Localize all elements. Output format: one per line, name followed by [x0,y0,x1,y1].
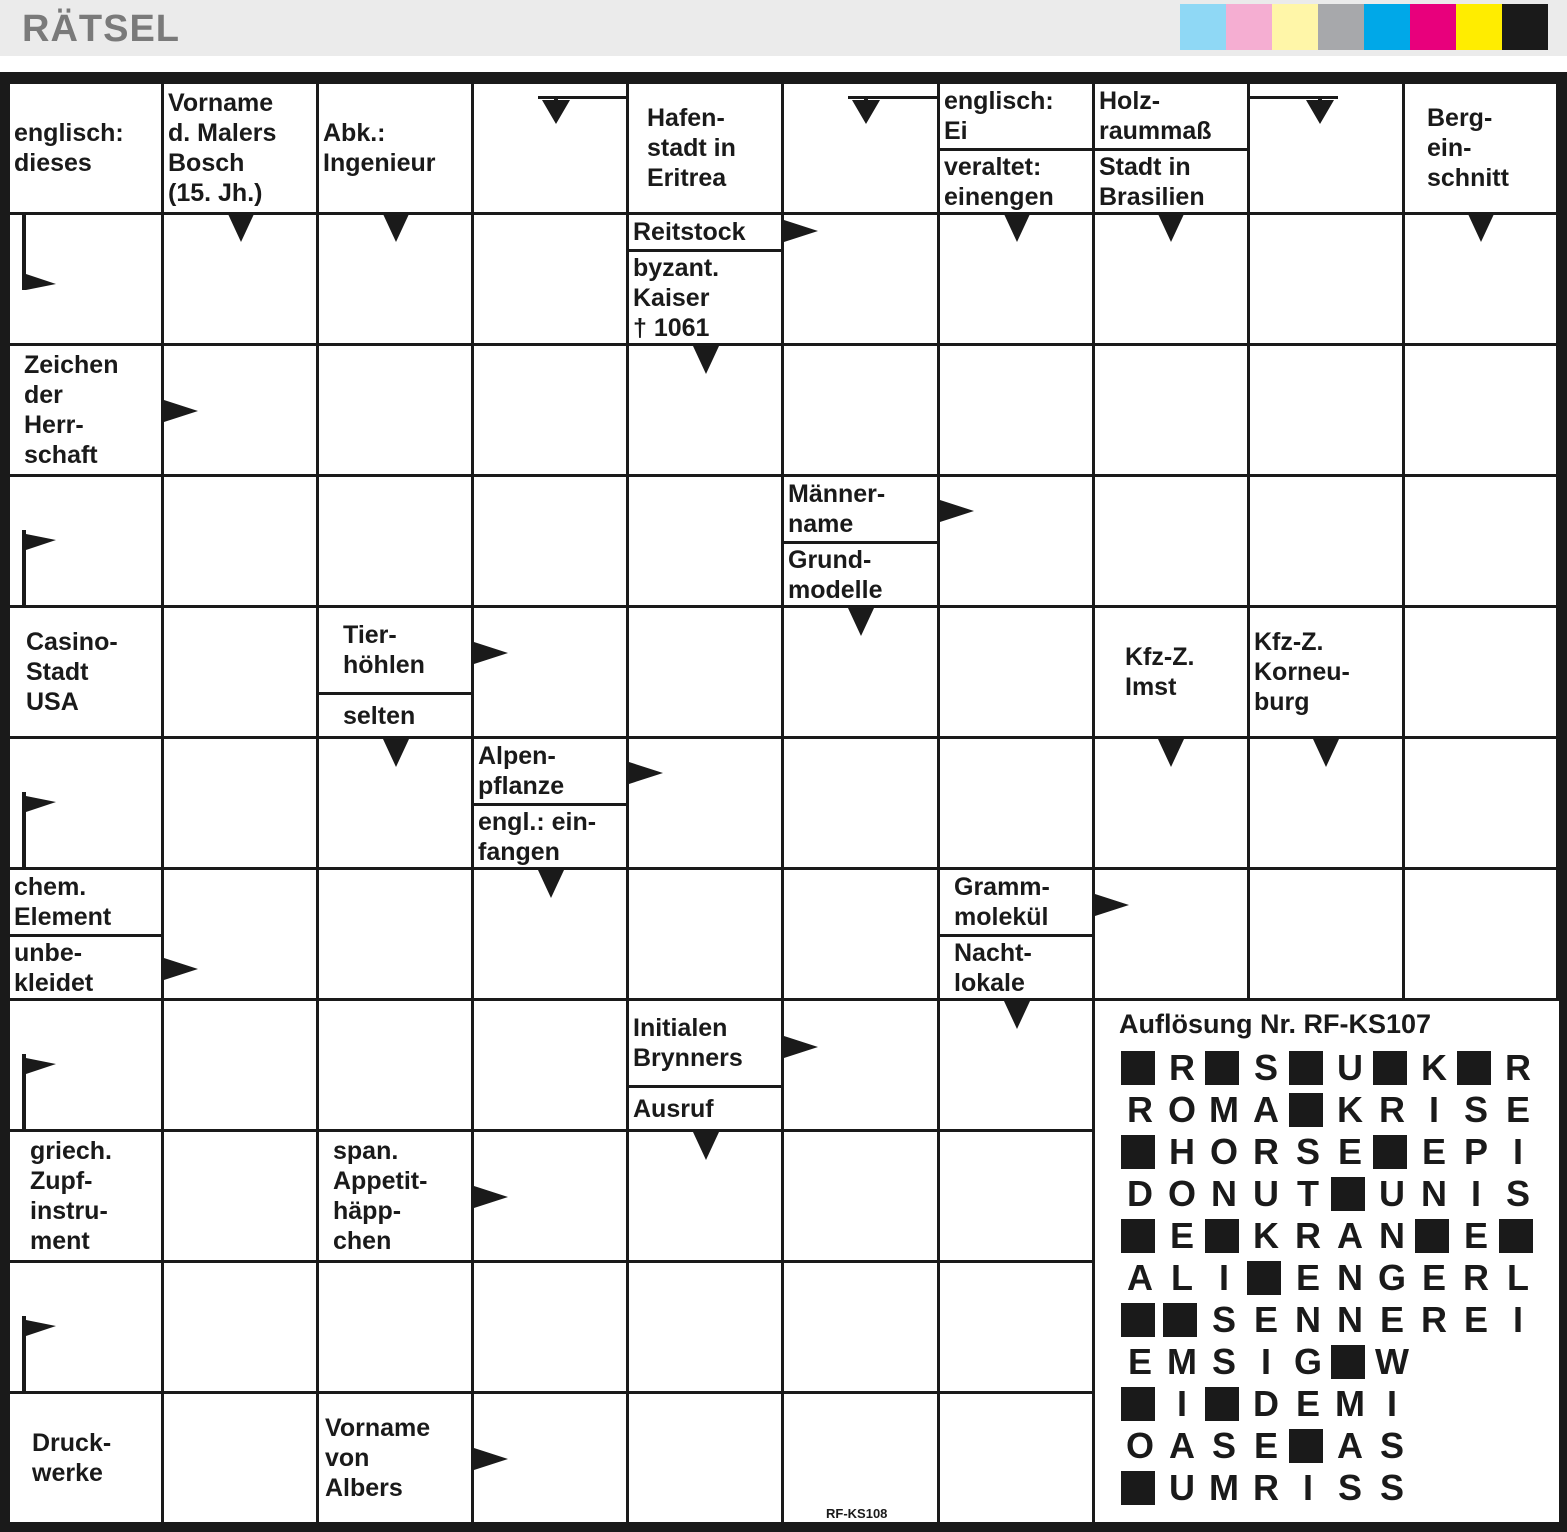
grid-cell[interactable] [1405,477,1556,605]
solution-letter: R [1253,1131,1279,1172]
clue-line: d. Malers [168,119,277,147]
solution-letter: L [1507,1257,1529,1298]
clue-line: USA [26,688,79,716]
arrow-right-icon [164,958,198,980]
solution-black-square [1121,1387,1155,1421]
solution-letter: R [1253,1467,1279,1508]
grid-cell[interactable] [784,346,937,474]
solution-letter: M [1209,1467,1239,1508]
clue-line: stadt in [647,134,736,162]
grid-cell[interactable] [940,1263,1092,1391]
clue-line: Grund- [788,545,872,574]
clue-line: englisch: [944,87,1054,115]
clue-veraltet-einengen [940,151,1092,212]
clue-line: schnitt [1427,164,1509,192]
grid-cell[interactable] [784,1394,937,1522]
clue-vorname-albers [319,1394,471,1522]
arrow-down-icon [383,739,409,767]
clue-line: höhlen [343,651,425,679]
solution-black-square [1121,1219,1155,1253]
clue-line: kleidet [14,968,94,997]
clue-line: Kfz-Z. [1125,643,1195,671]
solution-letter: R [1169,1047,1195,1088]
solution-letter: I [1386,1383,1397,1424]
grid-cell[interactable] [629,608,781,736]
grid-cell[interactable] [164,1001,316,1129]
solution-letter: O [1125,1425,1154,1466]
clue-ausruf [629,1088,781,1129]
arrow-right-icon [784,220,818,242]
clue-griech-zupfinstrument [10,1132,161,1260]
clue-line: byzant. [633,253,720,282]
arrow-bend-right-icon [22,214,56,290]
grid-cell[interactable] [940,477,1092,605]
arrow-down-icon [1313,739,1339,767]
clue-line: Imst [1125,673,1177,701]
puzzle-code: RF-KS108 [826,1506,888,1521]
solution-letter: R [1127,1089,1153,1130]
grid-cell[interactable] [1405,346,1556,474]
color-swatch [1272,4,1318,50]
clue-byzant-kaiser [629,252,781,343]
grid-cell[interactable] [940,1394,1092,1522]
solution-letter: D [1253,1383,1279,1424]
solution-letter: E [1505,1089,1530,1130]
solution-letter: I [1470,1173,1481,1214]
arrow-right-icon [164,400,198,422]
solution-letter: K [1421,1047,1447,1088]
clue-grammmolekuel [940,870,1092,934]
clue-vorname-malers [164,84,316,212]
clue-line: englisch: [14,119,124,147]
solution-letter: W [1375,1341,1409,1382]
grid-cell[interactable] [940,608,1092,736]
clue-line: modelle [788,575,883,604]
grid-cell[interactable] [784,870,937,998]
solution-letter: E [1253,1299,1278,1340]
clue-bergeinschnitt [1405,84,1556,212]
grid-cell[interactable] [319,870,471,998]
clue-line: Casino- [26,628,118,656]
grid-cell[interactable] [164,739,316,867]
grid-cell[interactable] [319,477,471,605]
clue-line: Alpen- [478,742,556,770]
solution-letter: I [1176,1383,1187,1424]
color-swatch [1180,4,1226,50]
solution-black-square [1457,1051,1491,1085]
grid-cell[interactable] [474,1001,626,1129]
solution-letter: I [1428,1089,1439,1130]
grid-cell[interactable] [164,477,316,605]
solution-letter: M [1335,1383,1365,1424]
clue-line: Ausruf [633,1094,714,1123]
solution-black-square [1373,1135,1407,1169]
clue-line: Appetit- [333,1167,428,1195]
solution-black-square [1499,1219,1533,1253]
solution-letter: H [1169,1131,1195,1172]
clue-initialen-brynners [629,1001,781,1085]
puzzle-title: RÄTSEL [22,8,180,50]
grid-cell[interactable] [1405,739,1556,867]
clue-line: ment [30,1227,90,1255]
clue-line: ein- [1427,134,1472,162]
clue-line: pflanze [478,772,565,800]
solution-letter: L [1171,1257,1193,1298]
grid-cells [0,72,1567,1532]
solution-letter: E [1463,1215,1488,1256]
grid-cell[interactable] [1405,608,1556,736]
solution-letter: S [1295,1131,1320,1172]
clue-line: Druck- [32,1429,112,1457]
solution-letter: E [1463,1299,1488,1340]
clue-holzraummass [1095,84,1247,148]
arrow-up-right-icon [22,1054,56,1130]
clue-line: Abk.: [323,119,386,147]
color-swatch [1456,4,1502,50]
clue-line: Element [14,903,112,931]
clue-kfz-korneuburg [1250,608,1402,736]
clue-line: Hafen- [647,104,725,132]
solution-black-square [1331,1177,1365,1211]
color-swatch [1502,4,1548,50]
solution-letter: I [1260,1341,1271,1382]
solution-letter: N [1379,1215,1405,1256]
grid-cell[interactable] [629,1394,781,1522]
solution-letter: N [1337,1299,1363,1340]
arrow-down-icon [1468,214,1494,242]
clue-tierhoehlen [319,608,471,692]
arrow-right-icon [940,500,974,522]
solution-letter: A [1127,1257,1153,1298]
clue-chem-element [10,870,161,934]
clue-line: Initialen [633,1014,728,1042]
clue-line: Ei [944,117,968,145]
clue-line: span. [333,1137,399,1165]
solution-letter: U [1337,1047,1363,1088]
solution-letter: N [1337,1257,1363,1298]
clue-line: von [325,1444,370,1472]
arrow-hook-down-icon [538,96,628,126]
clue-line: † 1061 [633,313,710,342]
clue-line: Vorname [168,89,274,117]
solution-letter: I [1218,1257,1229,1298]
arrow-down-icon [848,608,874,636]
solution-letter: E [1421,1131,1446,1172]
solution-black-square [1205,1219,1239,1253]
solution-letter: P [1463,1131,1488,1172]
solution-letter: E [1337,1131,1362,1172]
solution-letter: R [1421,1299,1447,1340]
solution-black-square [1121,1051,1155,1085]
arrow-right-icon [474,1186,508,1208]
arrow-right-icon [474,642,508,664]
clue-unbekleidet [10,937,161,998]
clue-line: Stadt in [1099,152,1191,181]
solution-letter: E [1295,1383,1320,1424]
solution-black-square [1205,1051,1239,1085]
grid-cell[interactable] [164,608,316,736]
grid-cell[interactable] [319,1001,471,1129]
solution-title: Auflösung Nr. RF-KS107 [1119,1009,1432,1039]
clue-line: veraltet: [944,152,1042,181]
clue-span-appetithaeppchen [319,1132,471,1260]
solution-letter: S [1211,1341,1236,1382]
grid-cell[interactable] [629,870,781,998]
grid-cell[interactable] [474,215,626,343]
solution-letter: U [1253,1173,1279,1214]
clue-grundmodelle [784,544,937,605]
arrow-hook-down-icon [848,96,938,126]
clue-line: häpp- [333,1197,402,1225]
clue-line: Nacht- [954,938,1032,967]
arrow-down-icon [228,214,254,242]
solution-letter: E [1379,1299,1404,1340]
solution-black-square [1415,1219,1449,1253]
arrow-right-icon [1095,894,1129,916]
grid-cell[interactable] [1250,215,1402,343]
clue-stadt-brasilien [1095,151,1247,212]
clue-line: Herr- [24,411,84,439]
grid-cell[interactable] [940,1132,1092,1260]
clue-line: molekül [954,903,1049,931]
solution-black-square [1289,1051,1323,1085]
solution-letter: S [1337,1467,1362,1508]
clue-line: Zeichen [24,351,119,379]
solution-letter: N [1211,1173,1237,1214]
grid-cell[interactable] [474,477,626,605]
clue-line: Männer- [788,480,886,508]
clue-line: werke [32,1459,103,1487]
grid-cell[interactable] [784,739,937,867]
clue-engl-einfangen [474,806,626,867]
clue-line: der [24,381,63,409]
grid-cell[interactable] [1250,477,1402,605]
grid-cell[interactable] [1095,870,1247,998]
clue-hafenstadt [629,84,781,212]
solution-black-square [1121,1303,1155,1337]
solution-letter: R [1295,1215,1321,1256]
arrow-down-icon [693,346,719,374]
solution-letter: S [1379,1425,1404,1466]
arrow-down-icon [538,870,564,898]
solution-black-square [1121,1135,1155,1169]
solution-letter: O [1167,1173,1196,1214]
color-swatch [1410,4,1456,50]
solution-letter: E [1421,1257,1446,1298]
solution-black-square [1373,1051,1407,1085]
solution-letter: S [1505,1173,1530,1214]
solution-letter: S [1211,1425,1236,1466]
arrow-up-right-icon [22,530,56,606]
solution-letter: D [1127,1173,1153,1214]
arrow-right-icon [784,1036,818,1058]
arrow-down-icon [693,1132,719,1160]
arrow-down-icon [1004,214,1030,242]
solution-black-square [1289,1093,1323,1127]
solution-letter: N [1295,1299,1321,1340]
grid-cell[interactable] [319,346,471,474]
clue-line: Tier- [343,621,397,649]
grid-cell[interactable] [784,1001,937,1129]
arrow-right-icon [629,762,663,784]
clue-kfz-imst [1095,608,1247,736]
solution-letter: N [1421,1173,1447,1214]
solution-letter: I [1512,1131,1523,1172]
color-swatch [1226,4,1272,50]
solution-letter: A [1337,1215,1363,1256]
clue-line: selten [343,701,416,730]
solution-letter: O [1167,1089,1196,1130]
clue-maennername [784,477,937,541]
grid-cell[interactable] [474,608,626,736]
clue-line: Stadt [26,658,89,686]
clue-line: Vorname [325,1414,431,1442]
grid-cell[interactable] [164,1132,316,1260]
clue-line: Brynners [633,1044,743,1072]
grid-cell[interactable] [629,1263,781,1391]
solution-letter: E [1253,1425,1278,1466]
clue-line: Bosch [168,149,245,177]
solution-letter: U [1379,1173,1405,1214]
solution-letter: E [1169,1215,1194,1256]
clue-line: griech. [30,1137,112,1165]
arrow-right-icon [474,1448,508,1470]
grid-cell[interactable] [784,1263,937,1391]
solution-panel [1095,1001,1559,1522]
grid-cell[interactable] [1250,346,1402,474]
clue-line: fangen [478,837,560,866]
solution-black-square [1205,1387,1239,1421]
grid-cell[interactable] [629,477,781,605]
clue-line: (15. Jh.) [168,179,263,207]
solution-letter: E [1127,1341,1152,1382]
solution-letter: R [1379,1089,1405,1130]
clue-line: lokale [954,968,1025,997]
grid-cell[interactable] [164,1263,316,1391]
clue-alpenpflanze [474,739,626,803]
grid-cell[interactable] [474,346,626,474]
solution-letter: S [1211,1299,1236,1340]
clue-line: raummaß [1099,117,1212,145]
solution-letter: S [1463,1089,1488,1130]
clue-line: instru- [30,1197,108,1225]
clue-line: Korneu- [1254,658,1350,686]
solution-black-square [1121,1471,1155,1505]
solution-letter: T [1297,1173,1319,1214]
arrow-down-icon [1004,1001,1030,1029]
clue-line: burg [1254,688,1310,716]
clue-line: Albers [325,1474,403,1502]
solution-letter: K [1337,1089,1363,1130]
clue-line: Gramm- [954,873,1050,901]
solution-letter: S [1379,1467,1404,1508]
clue-druckwerke [10,1394,161,1522]
clue-line: engl.: ein- [478,807,597,836]
grid-cell[interactable] [784,1132,937,1260]
arrow-hook-down-icon [1248,96,1338,126]
solution-letter: O [1209,1131,1238,1172]
solution-letter: A [1169,1425,1195,1466]
grid-cell[interactable] [1095,477,1247,605]
grid-cell[interactable] [1250,870,1402,998]
solution-letter: E [1295,1257,1320,1298]
solution-letter: G [1293,1341,1322,1382]
clue-englisch-ei [940,84,1092,148]
clue-line: Ingenieur [323,149,436,177]
clue-line: Berg- [1427,104,1493,132]
solution-letter: U [1169,1467,1195,1508]
arrow-up-right-icon [22,1316,56,1392]
solution-black-square [1289,1429,1323,1463]
header-bar [0,0,1567,56]
arrow-down-icon [1158,214,1184,242]
clue-line: name [788,510,854,538]
clue-line: dieses [14,149,92,177]
grid-cell[interactable] [629,739,781,867]
clue-line: Kaiser [633,283,710,312]
clue-line: Brasilien [1099,182,1205,211]
solution-letter: S [1253,1047,1278,1088]
solution-letter: G [1377,1257,1406,1298]
solution-letter: I [1302,1467,1313,1508]
color-swatch [1318,4,1364,50]
grid-cell[interactable] [1405,870,1556,998]
clue-zeichen-herrschaft [10,346,161,474]
grid-cell[interactable] [319,1263,471,1391]
solution-letter: A [1337,1425,1363,1466]
solution-letter: M [1209,1089,1239,1130]
clue-line: Reitstock [633,218,746,246]
solution-letter: K [1253,1215,1279,1256]
clue-line: chen [333,1227,392,1255]
grid-cell[interactable] [1095,346,1247,474]
clue-englisch-dieses [10,84,161,212]
grid-cell[interactable] [940,739,1092,867]
color-swatch [1364,4,1410,50]
clue-line: chem. [14,873,87,901]
solution-black-square [1331,1345,1365,1379]
solution-letter: M [1167,1341,1197,1382]
clue-line: Kfz-Z. [1254,628,1324,656]
clue-line: einengen [944,182,1054,211]
clue-line: Holz- [1099,87,1161,115]
clue-abk-ingenieur [319,84,471,212]
solution-letter: R [1463,1257,1489,1298]
arrow-down-icon [383,214,409,242]
solution-letter: A [1253,1089,1279,1130]
clue-nachtlokale [940,937,1092,998]
clue-casino-stadt [10,608,161,736]
clue-line: Eritrea [647,164,727,192]
color-calibration-strip [1180,4,1548,50]
solution-black-square [1247,1261,1281,1295]
clue-selten [319,695,471,736]
arrow-up-right-icon [22,792,56,868]
clue-reitstock [629,215,781,249]
grid-cell[interactable] [474,1263,626,1391]
clue-line: Zupf- [30,1167,93,1195]
arrow-down-icon [1158,739,1184,767]
clue-line: schaft [24,441,98,469]
solution-letter: I [1512,1299,1523,1340]
solution-black-square [1163,1303,1197,1337]
crossword-grid [0,72,1567,1532]
grid-cell[interactable] [164,1394,316,1522]
clue-line: unbe- [14,938,83,967]
grid-cell[interactable] [940,346,1092,474]
solution-letter: R [1505,1047,1531,1088]
